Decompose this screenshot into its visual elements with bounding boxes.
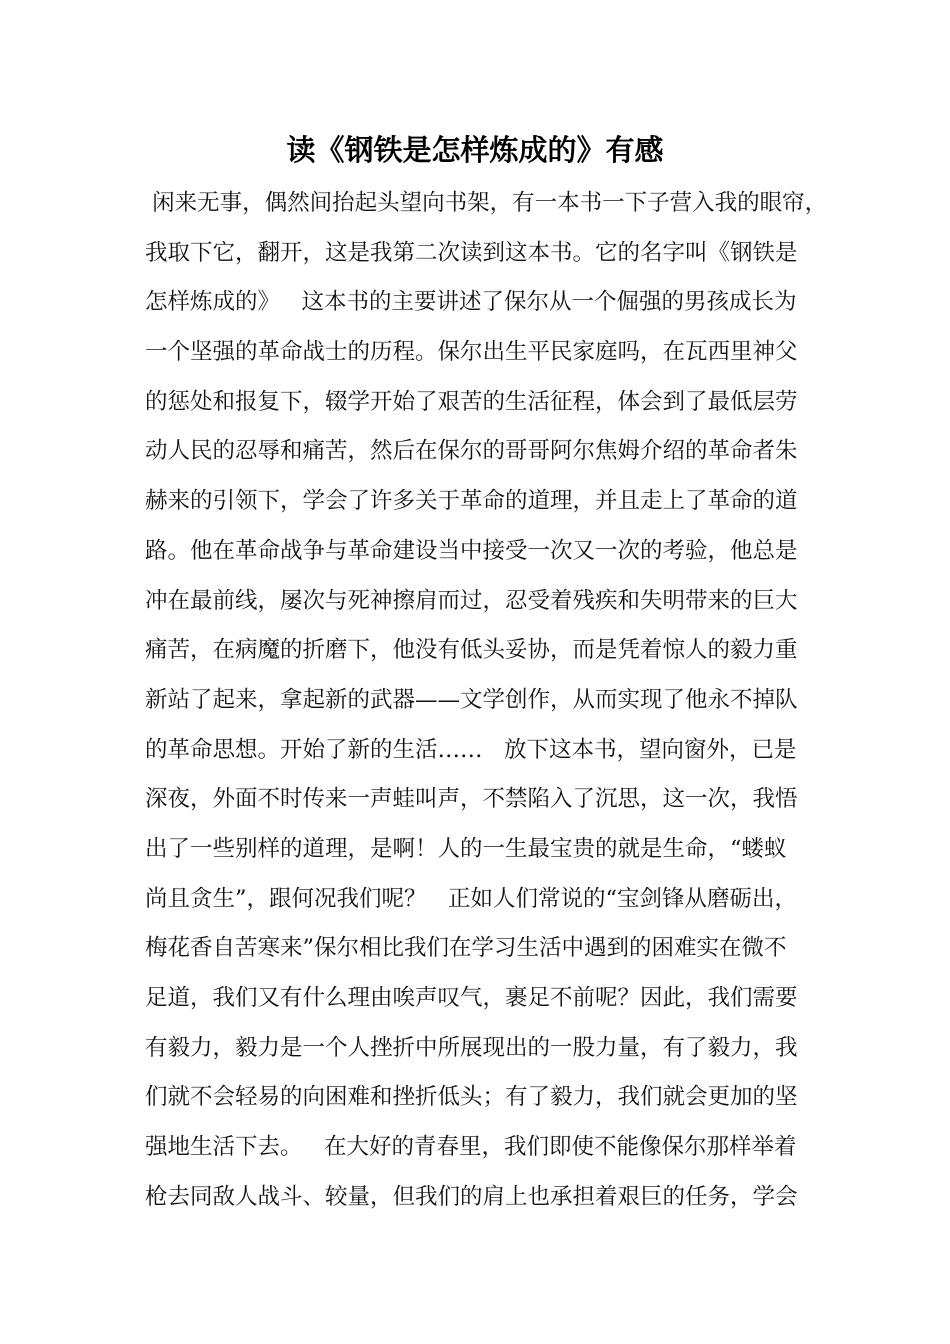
- body-line: 一个坚强的革命战士的历程。保尔出生平民家庭吗，在瓦西里神父: [145, 339, 798, 366]
- body-line: 枪去同敌人战斗、较量，但我们的肩上也承担着艰巨的任务，学会: [145, 1183, 798, 1210]
- body-line: 怎样炼成的》 这本书的主要讲述了保尔从一个倔强的男孩成长为: [145, 289, 797, 316]
- body-line: 的惩处和报复下，辍学开始了艰苦的生活征程，体会到了最低层劳: [145, 388, 798, 415]
- body-line: 有毅力，毅力是一个人挫折中所展现出的一股力量，有了毅力，我: [145, 1034, 798, 1061]
- body-line: 赫来的引领下，学会了许多关于革命的道理，并且走上了革命的道: [145, 488, 798, 515]
- body-line: 路。他在革命战争与革命建设当中接受一次又一次的考验，他总是: [145, 537, 798, 564]
- body-line: 们就不会轻易的向困难和挫折低头；有了毅力，我们就会更加的坚: [145, 1084, 798, 1111]
- document-title: 读《钢铁是怎样炼成的》有感: [286, 133, 664, 167]
- body-line: 深夜，外面不时传来一声蛙叫声，不禁陷入了沉思，这一次，我悟: [145, 786, 798, 813]
- body-line: 梅花香自苦寒来”保尔相比我们在学习生活中遇到的困难实在微不: [145, 935, 787, 962]
- body-line: 的革命思想。开始了新的生活…… 放下这本书，望向窗外，已是: [145, 736, 797, 763]
- body-line: 冲在最前线，屡次与死神擦肩而过，忍受着残疾和失明带来的巨大: [145, 587, 798, 614]
- body-line: 出了一些别样的道理，是啊！人的一生最宝贵的就是生命，“蝼蚁: [145, 835, 787, 862]
- body-line: 痛苦，在病魔的折磨下，他没有低头妥协，而是凭着惊人的毅力重: [145, 637, 798, 664]
- body-line: 闲来无事，偶然间抬起头望向书架，有一本书一下子营入我的眼帘，: [145, 190, 828, 216]
- body-line: 新站了起来，拿起新的武器——文学创作，从而实现了他永不掉队: [145, 686, 798, 713]
- body-line: 动人民的忍辱和痛苦，然后在保尔的哥哥阿尔焦姆介绍的革命者朱: [145, 438, 798, 465]
- document-body: [145, 179, 830, 1222]
- body-line: 我取下它，翻开，这是我第二次读到这本书。它的名字叫《钢铁是: [145, 239, 798, 266]
- body-line: 强地生活下去。 在大好的青春里，我们即使不能像保尔那样举着: [145, 1134, 797, 1161]
- body-line: 足道，我们又有什么理由唉声叹气，裹足不前呢？因此，我们需要: [145, 985, 798, 1011]
- body-line: 尚且贪生”，跟何况我们呢？ 正如人们常说的“宝剑锋从磨砺出，: [145, 885, 797, 912]
